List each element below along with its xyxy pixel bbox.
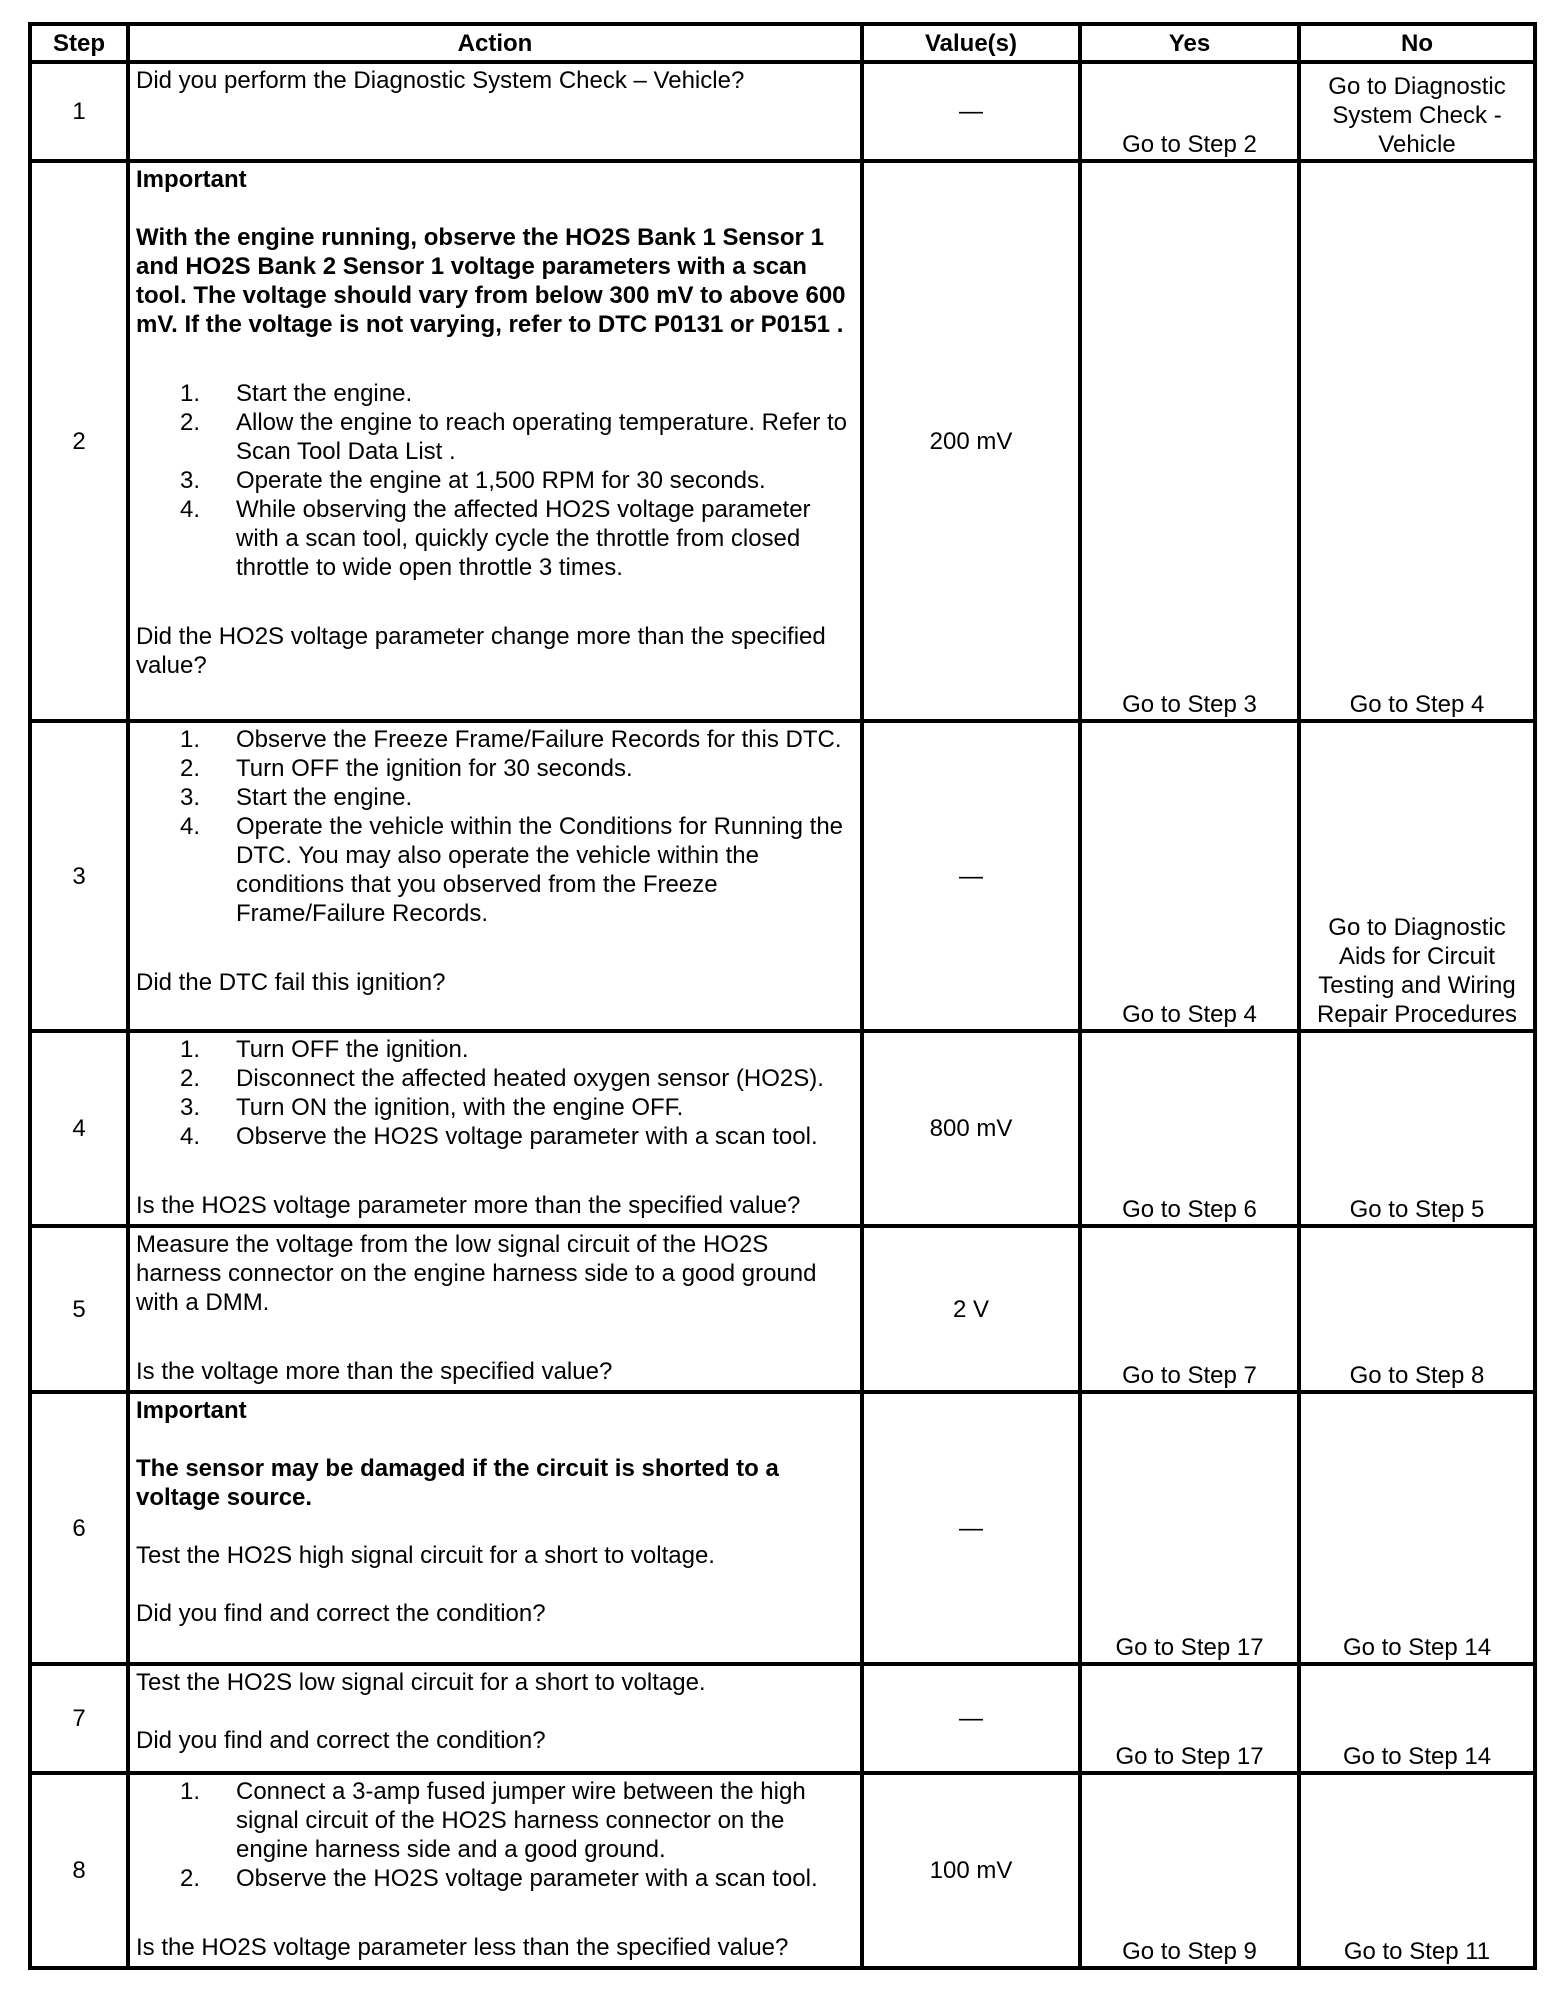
procedure-list — [136, 379, 854, 582]
value-cell: 100 mV — [862, 1773, 1080, 1968]
yes-cell: Go to Step 17 — [1080, 1392, 1299, 1664]
header-no: No — [1299, 24, 1535, 62]
yes-cell: Go to Step 3 — [1080, 161, 1299, 721]
action-cell — [128, 721, 862, 1031]
action-question: Is the voltage more than the specified value? — [136, 1358, 613, 1385]
procedure-list — [136, 1035, 854, 1151]
important-label: Important — [136, 166, 247, 193]
action-question: Did you find and correct the condition? — [136, 1600, 546, 1627]
action-question: Did the DTC fail this ignition? — [136, 969, 446, 996]
list-item: 4. While observing the affected HO2S voltage parameter with a scan tool, quickly cycle the throttle from closed throttle to wide open throttle 3 times. — [180, 496, 811, 581]
action-question: Did you find and correct the condition? — [136, 1727, 546, 1754]
action-question: Did you perform the Diagnostic System Check – Vehicle? — [136, 67, 745, 94]
value-cell: 2 V — [862, 1226, 1080, 1392]
yes-cell: Go to Step 9 — [1080, 1773, 1299, 1968]
action-question: Is the HO2S voltage parameter more than the specified value? — [136, 1192, 801, 1219]
value-cell: — — [862, 721, 1080, 1031]
important-label: Important — [136, 1397, 247, 1424]
important-text: The sensor may be damaged if the circuit is shorted to a voltage source. — [136, 1455, 779, 1511]
list-item: 2. Allow the engine to reach operating temperature. Refer to Scan Tool Data List . — [180, 409, 848, 465]
header-action: Action — [128, 24, 862, 62]
table-row — [30, 1392, 1535, 1664]
step-number: 5 — [30, 1226, 128, 1392]
action-text: Test the HO2S low signal circuit for a short to voltage. — [136, 1669, 706, 1696]
step-number: 6 — [30, 1392, 128, 1664]
no-cell: Go to Step 8 — [1299, 1226, 1535, 1392]
header-yes: Yes — [1080, 24, 1299, 62]
list-item: 1. Connect a 3-amp fused jumper wire between the high signal circuit of the HO2S harness connector on the engine harness side and a good ground. — [180, 1778, 806, 1863]
header-row — [30, 24, 1535, 62]
yes-cell: Go to Step 6 — [1080, 1031, 1299, 1226]
action-question: Did the HO2S voltage parameter change more than the specified value? — [136, 623, 826, 679]
list-item: 2. Disconnect the affected heated oxygen sensor (HO2S). — [180, 1065, 824, 1092]
header-step: Step — [30, 24, 128, 62]
step-number: 2 — [30, 161, 128, 721]
no-cell: Go to Step 11 — [1299, 1773, 1535, 1968]
action-text: Test the HO2S high signal circuit for a short to voltage. — [136, 1542, 715, 1569]
table-row — [30, 161, 1535, 721]
list-item: 1. Turn OFF the ignition. — [180, 1036, 469, 1063]
list-item: 4. Operate the vehicle within the Conditions for Running the DTC. You may also operate the vehicle within the conditions that you observed from the Freeze Frame/Failure Records. — [180, 813, 844, 927]
yes-cell: Go to Step 2 — [1080, 62, 1299, 161]
step-number: 3 — [30, 721, 128, 1031]
list-item: 2. Observe the HO2S voltage parameter with a scan tool. — [180, 1865, 818, 1892]
action-cell — [128, 1392, 862, 1664]
action-cell — [128, 1226, 862, 1392]
action-cell — [128, 1031, 862, 1226]
value-cell: 800 mV — [862, 1031, 1080, 1226]
table-row — [30, 1226, 1535, 1392]
no-cell: Go to Step 4 — [1299, 161, 1535, 721]
step-number: 4 — [30, 1031, 128, 1226]
no-cell: Go to Step 14 — [1299, 1392, 1535, 1664]
table-row — [30, 62, 1535, 161]
no-cell: Go to Diagnostic System Check - Vehicle — [1299, 62, 1535, 161]
action-cell — [128, 62, 862, 161]
action-cell — [128, 161, 862, 721]
important-text: With the engine running, observe the HO2S Bank 1 Sensor 1 and HO2S Bank 2 Sensor 1 voltage parameters with a scan tool. The voltage should vary from below 300 mV to above 600 mV. If the voltage is not varying, refer to DTC P0131 or P0151 . — [136, 224, 846, 338]
value-cell: — — [862, 1392, 1080, 1664]
no-cell: Go to Diagnostic Aids for Circuit Testing and Wiring Repair Procedures — [1299, 721, 1535, 1031]
yes-cell: Go to Step 17 — [1080, 1664, 1299, 1773]
procedure-list — [136, 725, 854, 928]
table-row — [30, 721, 1535, 1031]
step-number: 1 — [30, 62, 128, 161]
table-row — [30, 1664, 1535, 1773]
diagnostic-table — [28, 22, 1537, 1970]
no-cell: Go to Step 14 — [1299, 1664, 1535, 1773]
action-cell — [128, 1773, 862, 1968]
no-cell: Go to Step 5 — [1299, 1031, 1535, 1226]
value-cell: — — [862, 62, 1080, 161]
procedure-list — [136, 1777, 854, 1893]
list-item: 3. Start the engine. — [180, 784, 413, 811]
list-item: 3. Operate the engine at 1,500 RPM for 30 seconds. — [180, 467, 766, 494]
value-cell: 200 mV — [862, 161, 1080, 721]
action-cell — [128, 1664, 862, 1773]
list-item: 2. Turn OFF the ignition for 30 seconds. — [180, 755, 633, 782]
table-row — [30, 1031, 1535, 1226]
list-item: 1. Observe the Freeze Frame/Failure Records for this DTC. — [180, 726, 842, 753]
value-cell: — — [862, 1664, 1080, 1773]
step-number: 7 — [30, 1664, 128, 1773]
list-item: 1. Start the engine. — [180, 380, 413, 407]
yes-cell: Go to Step 7 — [1080, 1226, 1299, 1392]
table-row — [30, 1773, 1535, 1968]
header-values: Value(s) — [862, 24, 1080, 62]
step-number: 8 — [30, 1773, 128, 1968]
list-item: 3. Turn ON the ignition, with the engine OFF. — [180, 1094, 684, 1121]
action-question: Is the HO2S voltage parameter less than the specified value? — [136, 1934, 789, 1961]
yes-cell: Go to Step 4 — [1080, 721, 1299, 1031]
action-text: Measure the voltage from the low signal circuit of the HO2S harness connector on the engine harness side to a good ground with a DMM. — [136, 1231, 817, 1316]
list-item: 4. Observe the HO2S voltage parameter with a scan tool. — [180, 1123, 818, 1150]
